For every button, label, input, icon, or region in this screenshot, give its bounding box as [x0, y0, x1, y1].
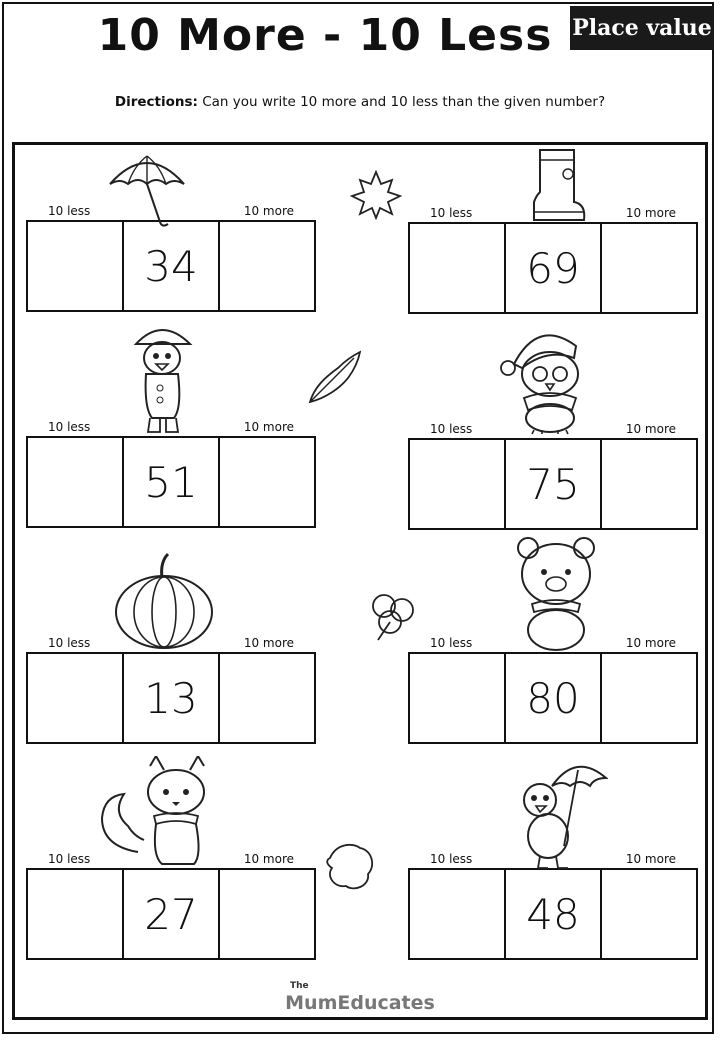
maple-leaf-icon	[348, 168, 404, 220]
bird-umbrella-icon	[518, 756, 608, 870]
brand-logo-text: MumEducates	[285, 992, 435, 1014]
ten-more-answer-box[interactable]	[220, 870, 314, 958]
given-number-box	[506, 870, 602, 958]
brand-logo	[0, 981, 720, 1014]
ten-less-answer-box[interactable]	[28, 222, 124, 310]
ten-more-answer-box[interactable]	[602, 870, 696, 958]
problem-6	[408, 636, 698, 756]
problem-7	[26, 852, 316, 972]
ten-less-label: 10 less	[430, 422, 473, 436]
given-number-box	[506, 440, 602, 528]
given-number: 80	[526, 673, 580, 723]
ten-more-label: 10 more	[243, 636, 294, 650]
problem-5	[26, 636, 316, 756]
given-number-box	[506, 224, 602, 312]
directions-text: Can you write 10 more and 10 less than the given number?	[202, 94, 606, 110]
brand-logo-small: The	[290, 981, 309, 991]
ten-more-answer-box[interactable]	[220, 222, 314, 310]
ten-less-answer-box[interactable]	[28, 438, 124, 526]
given-number: 13	[144, 673, 198, 723]
ten-less-label: 10 less	[48, 420, 91, 434]
ten-more-label: 10 more	[625, 206, 676, 220]
given-number-box	[124, 222, 220, 310]
ten-less-label: 10 less	[430, 636, 473, 650]
ten-more-label: 10 more	[243, 420, 294, 434]
given-number-box	[506, 654, 602, 742]
leaf-icon	[322, 838, 378, 894]
directions	[0, 94, 720, 110]
given-number-box	[124, 870, 220, 958]
ten-more-label: 10 more	[243, 204, 294, 218]
ten-less-label: 10 less	[430, 206, 473, 220]
ten-less-answer-box[interactable]	[28, 870, 124, 958]
oak-leaf-icon	[304, 348, 366, 408]
ten-more-label: 10 more	[625, 852, 676, 866]
ten-more-answer-box[interactable]	[220, 438, 314, 526]
given-number: 51	[144, 457, 198, 507]
clover-icon	[366, 588, 420, 642]
given-number: 75	[526, 459, 580, 509]
ten-less-answer-box[interactable]	[410, 870, 506, 958]
given-number: 27	[144, 889, 198, 939]
given-number-box	[124, 654, 220, 742]
page-title: 10 More - 10 Less	[97, 10, 553, 61]
ten-more-answer-box[interactable]	[220, 654, 314, 742]
directions-label: Directions:	[114, 94, 198, 110]
pumpkin-icon	[112, 552, 216, 650]
owl-hat-icon	[498, 318, 588, 436]
given-number: 48	[526, 889, 580, 939]
bear-icon	[510, 534, 602, 652]
ten-more-answer-box[interactable]	[602, 440, 696, 528]
ten-more-label: 10 more	[625, 422, 676, 436]
ten-more-answer-box[interactable]	[602, 224, 696, 312]
given-number: 69	[526, 243, 580, 293]
ten-more-answer-box[interactable]	[602, 654, 696, 742]
ten-less-answer-box[interactable]	[28, 654, 124, 742]
ten-less-answer-box[interactable]	[410, 654, 506, 742]
ten-more-label: 10 more	[625, 636, 676, 650]
given-number-box	[124, 438, 220, 526]
umbrella-icon	[104, 148, 190, 230]
ten-less-label: 10 less	[48, 852, 91, 866]
bird-raincoat-icon	[130, 318, 196, 436]
ten-less-label: 10 less	[48, 636, 91, 650]
given-number: 34	[144, 241, 198, 291]
problem-3	[26, 420, 316, 540]
ten-less-label: 10 less	[48, 204, 91, 218]
topic-badge: Place value	[570, 6, 714, 50]
ten-more-label: 10 more	[243, 852, 294, 866]
problem-4	[408, 422, 698, 542]
rain-boot-icon	[526, 146, 588, 228]
ten-less-label: 10 less	[430, 852, 473, 866]
problem-8	[408, 852, 698, 972]
ten-less-answer-box[interactable]	[410, 224, 506, 312]
ten-less-answer-box[interactable]	[410, 440, 506, 528]
fox-icon	[98, 756, 214, 868]
